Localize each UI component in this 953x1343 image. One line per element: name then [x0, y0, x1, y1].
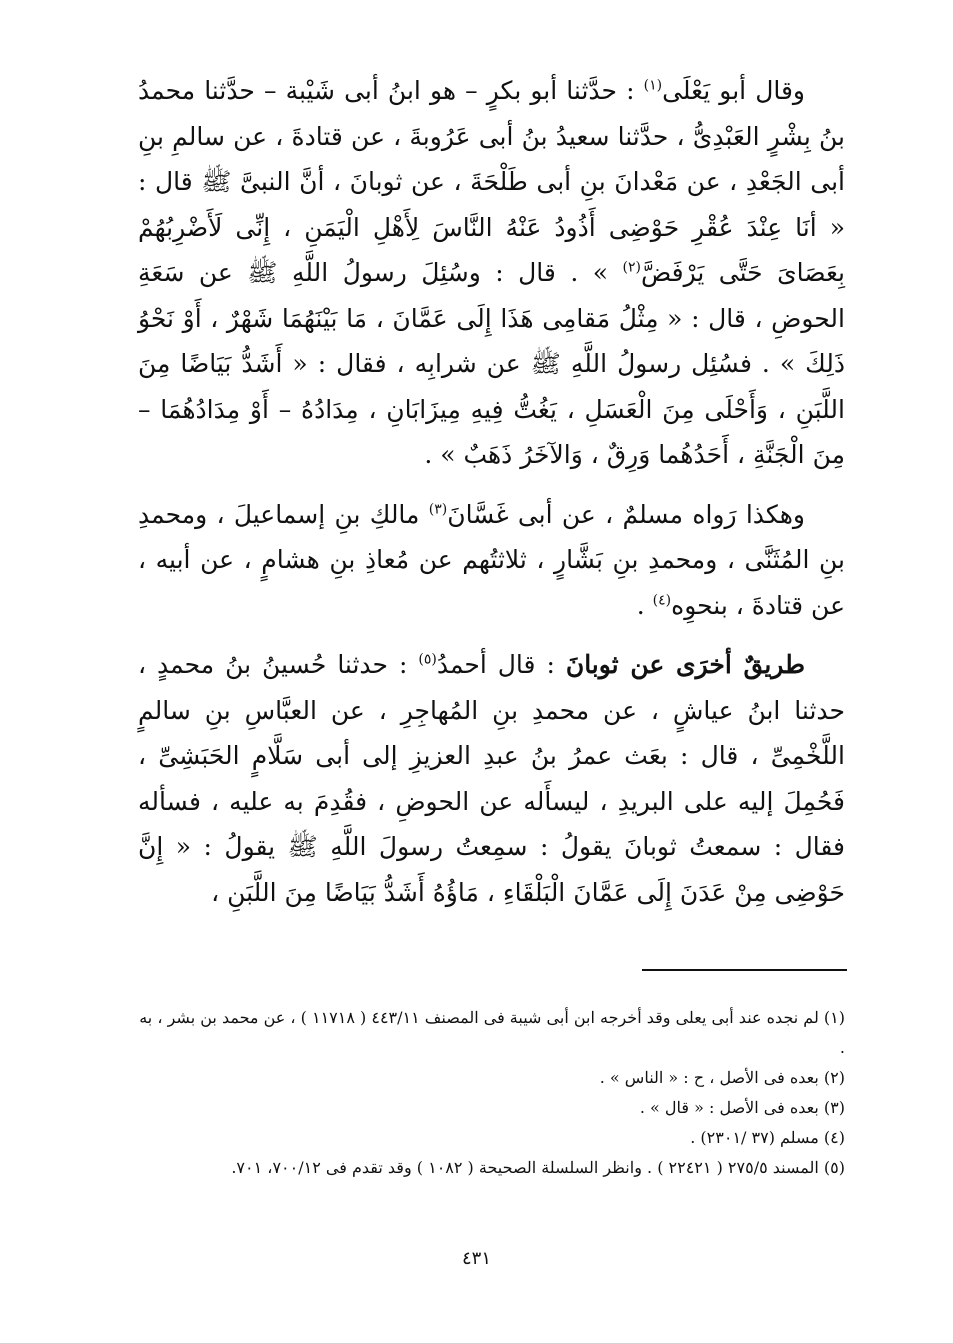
footnote-5: (٥) المسند ٢٧٥/٥ ( ٢٢٤٢١ ) . وانظر السلسلة الصحيحة ( ١٠٨٢ ) وقد تقدم فى ٧٠٠/١٢، ٧٠١.: [231, 1158, 845, 1177]
footnote-4: (٤) مسلم (٣٧ /٢٣٠١) .: [690, 1128, 845, 1147]
paragraph-3: [138, 642, 845, 915]
paragraph-text: وقال أبو يَعْلَى: [662, 76, 805, 105]
footnote-ref: (٤): [652, 592, 672, 609]
footnotes: [138, 1003, 845, 1183]
paragraph-1: [138, 68, 845, 478]
paragraph-text: » . قال : وسُئِلَ رسولُ اللَّهِ ﷺ عن سَعَةِ الحوضِ ، قال : « مِثْلُ مَقامِى هَذَا إِلَى عَمَّانَ ، مَا بَيْنَهُمَا شَهْرٌ ، أَوْ نَحْوُ ذَلِكَ » . فسُئِل رسولُ اللَّهِ ﷺ عن شرابِه ، فقال : « أَشَدُّ بَيَاضًا مِنَ اللَّبَنِ ، وَأَحْلَى مِنَ الْعَسَلِ ، يَغُتُّ فِيهِ مِيزَابَانِ ، مِدَادُهُ – أَوْ مِدَادُهُمَا – مِنَ الْجَنَّةِ ، أَحَدُهُما وَرِقٌ ، وَالآخَرُ ذَهَبٌ » .: [138, 258, 845, 469]
footnote-ref: (١): [643, 77, 663, 94]
page-number: ٤٣١: [461, 1248, 491, 1269]
paragraph-text: وهكذا رَواه مسلمٌ ، عن أبى غَسَّانَ: [447, 499, 805, 529]
footnote-1: (١) لم نجده عند أبى يعلى وقد أخرجه ابن أبى شيبة فى المصنف ٤٤٣/١١ ( ١١٧١٨ ) ، عن محمد بن بشر ، به .: [139, 1008, 845, 1057]
main-text: [138, 68, 845, 915]
paragraph-2: [138, 492, 845, 629]
footnote-2: (٢) بعده فى الأصل ، ح : « الناس » .: [599, 1068, 845, 1087]
footnote-ref: (٥): [418, 651, 437, 668]
section-heading: طريقٌ أخرَى عن ثوبانَ: [565, 650, 805, 679]
paragraph-text: : حدَّثنا أبو بكرٍ – هو ابنُ أبى شَيْبة – حدَّثنا محمدُ بنُ بِشْرٍ العَبْدِىُّ ، حدَّثنا سعيدُ بنُ أبى عَرُوبةَ ، عن قتادةَ ، عن سالمِ بنِ أبى الجَعْدِ ، عن مَعْدانَ بنِ أبى طَلْحَةَ ، عن ثوبانَ ، أنَّ النبىَّ ﷺ قال : « أنَا عِنْدَ عُقْرِ حَوْضِى أَذُودُ عَنْهُ النَّاسَ لِأَهْلِ الْيَمَنِ ، إِنِّى لَأَضْرِبُهُمْ بِعَصَاىَ حَتَّى يَرْفَضَّ: [138, 76, 845, 287]
paragraph-text: مالكِ بنِ إسماعيلَ ، ومحمدِ بنِ المُثَنَّى ، ومحمدِ بنِ بَشَّارٍ ، ثلاثتُهم عن مُعاذِ بنِ هشامٍ ، عن أبيه ، عن قتادةَ ، بنحوِه: [138, 499, 845, 620]
footnote-ref: (٢): [622, 259, 641, 276]
paragraph-text: .: [636, 590, 653, 620]
paragraph-text: : قال أحمدُ: [436, 650, 566, 679]
footnote-3: (٣) بعده فى الأصل : « قال » .: [639, 1098, 845, 1117]
footnote-ref: (٣): [428, 501, 448, 518]
footnote-divider: [642, 969, 847, 971]
paragraph-text: : حدثنا حُسينُ بنُ محمدٍ ، حدثنا ابنُ عياشٍ ، عن محمدِ بنِ المُهاجِرِ ، عن العبَّاسِ بنِ سالمٍ اللَّخْمِىِّ ، قال : بعَث عمرُ بنُ عبدِ العزيزِ إلى أبى سَلَّامٍ الحَبَشِىِّ ، فَحُمِلَ إليه على البريدِ ، ليسأَله عن الحوضِ ، فقُدِمَ به عليه ، فسأله فقال : سمعتُ ثوبانَ يقولُ : سمِعتُ رسولَ اللَّهِ ﷺ يقولُ : « إِنَّ حَوْضِى مِنْ عَدَنَ إِلَى عَمَّانَ الْبَلْقَاءِ ، مَاؤُهُ أَشَدُّ بَيَاضًا مِنَ اللَّبَنِ ،: [138, 650, 845, 907]
